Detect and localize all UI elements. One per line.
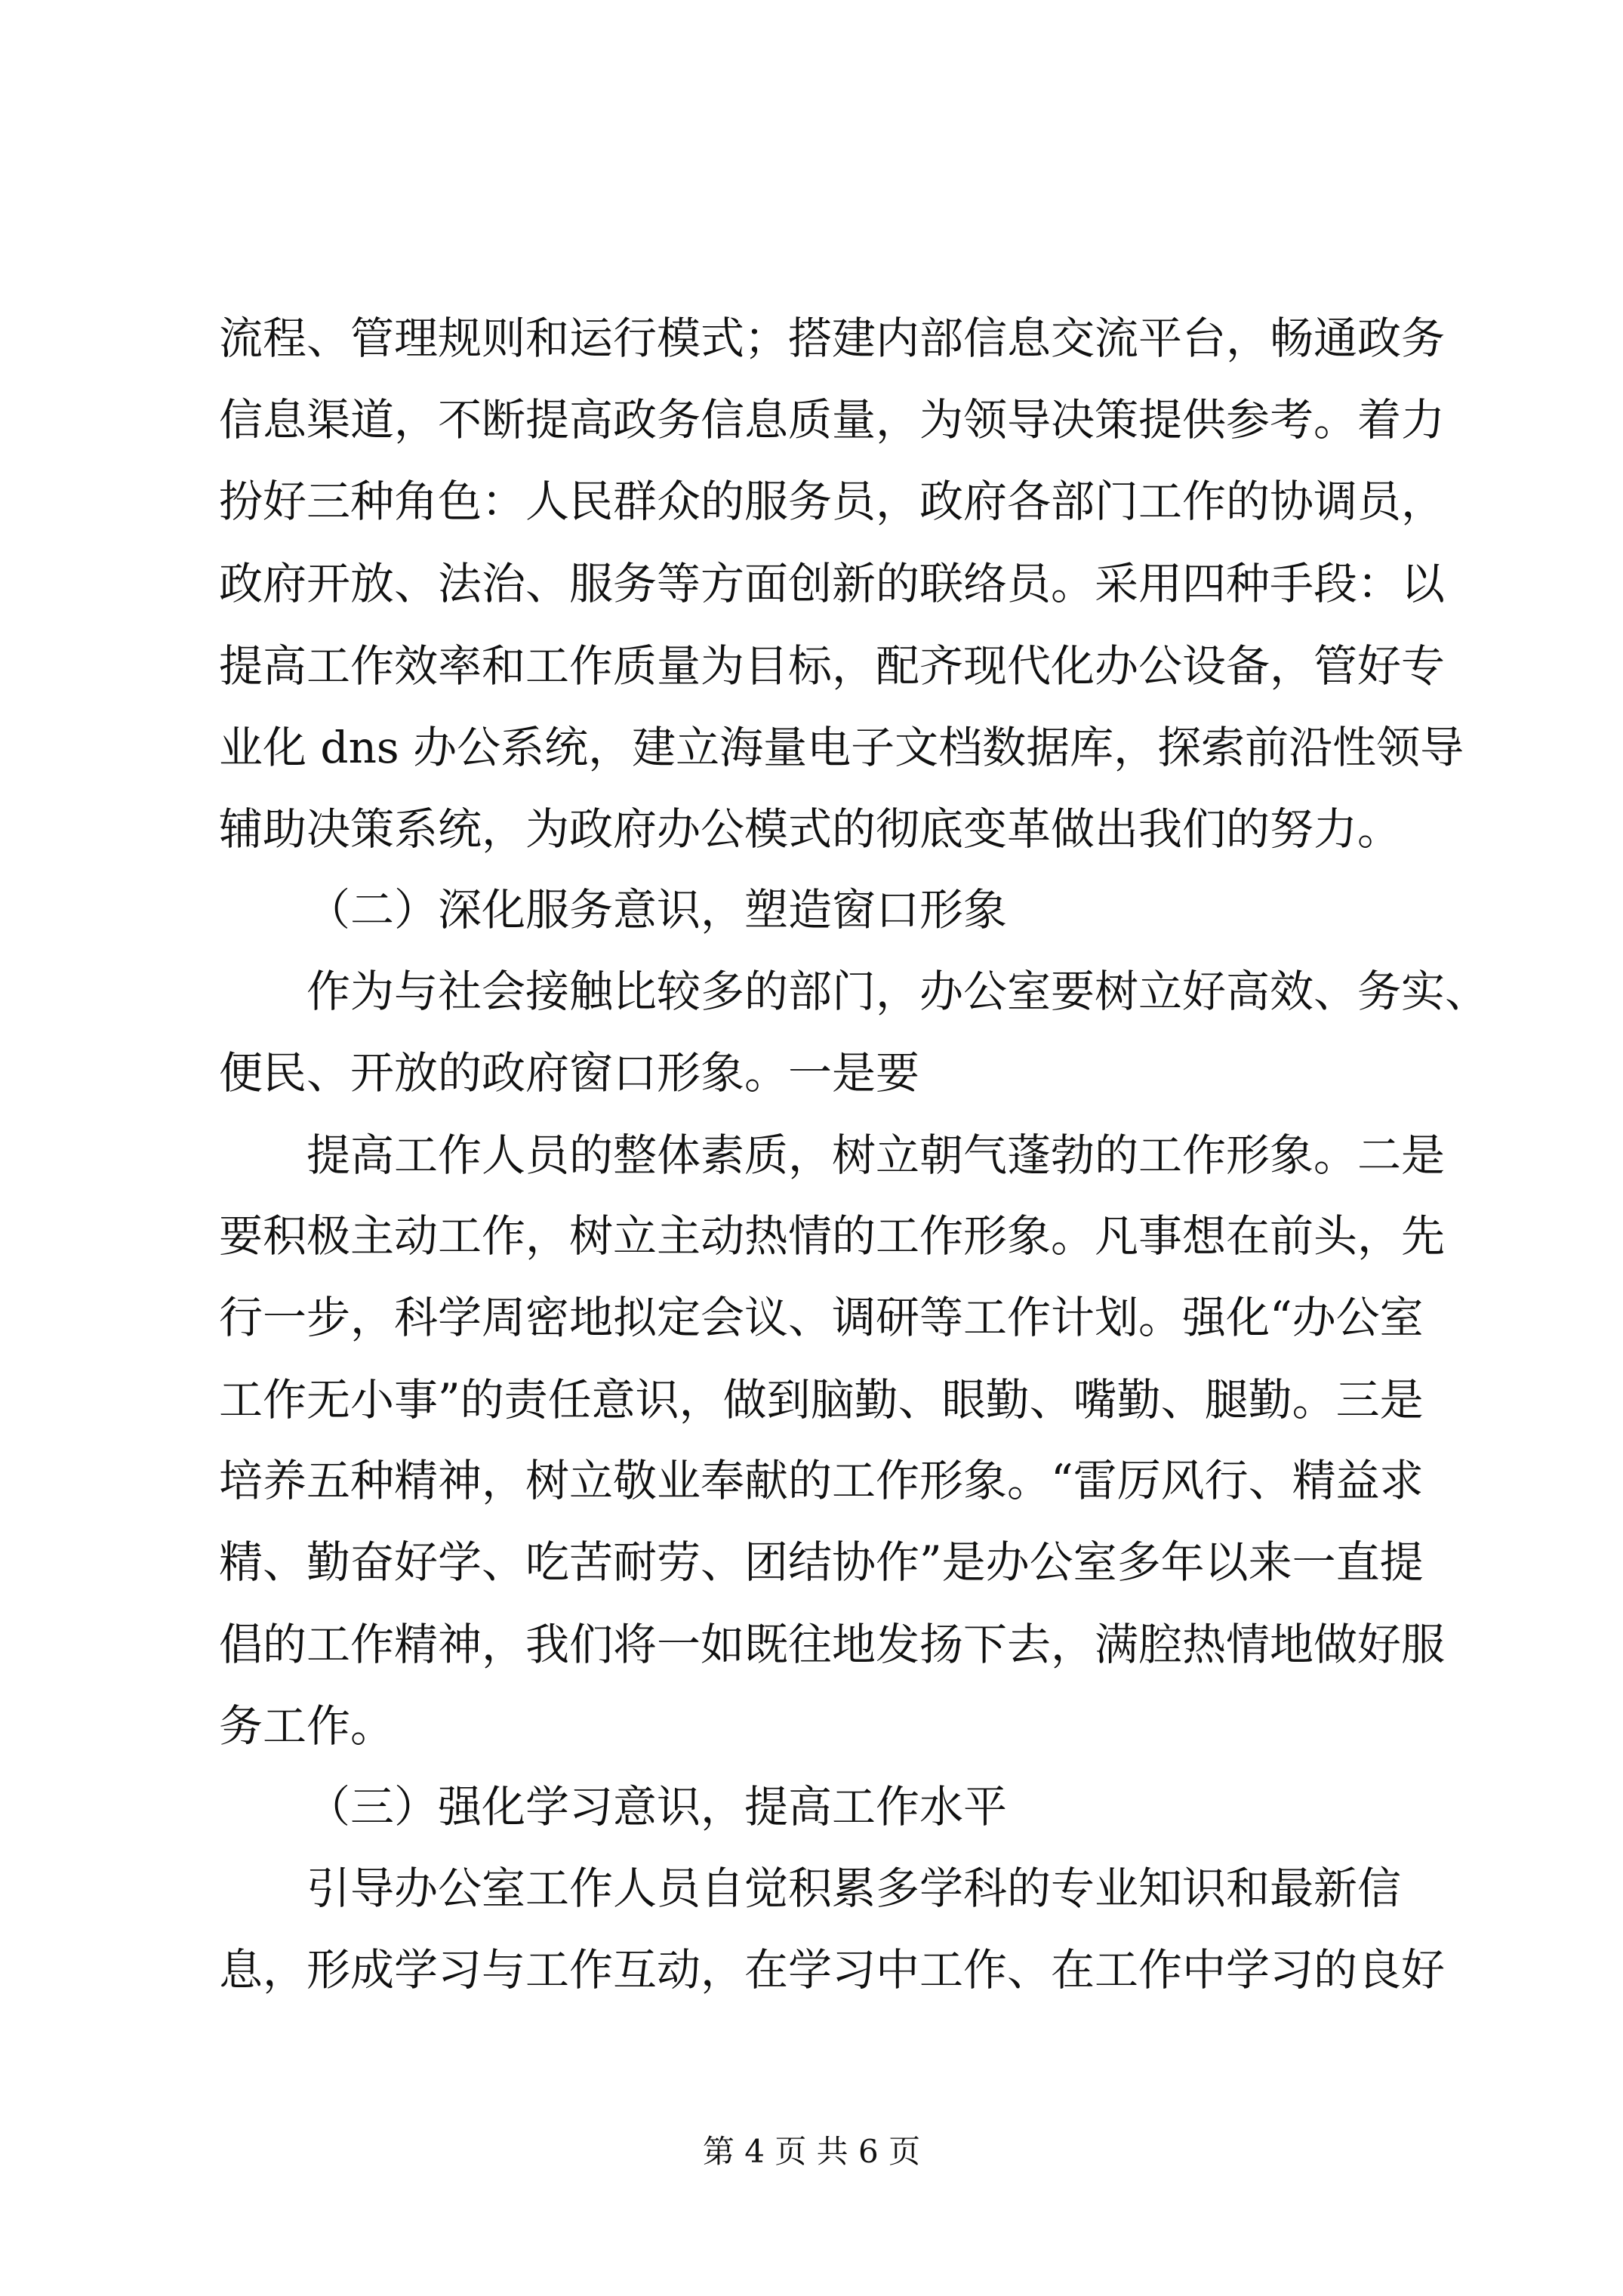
section-heading: （二）深化服务意识，塑造窗口形象 [306, 884, 1008, 935]
text-line: 息，形成学习与工作互动，在学习中工作、在工作中学习的良好 [219, 1944, 1446, 1996]
text-line: 便民、开放的政府窗口形象。一是要 [219, 1047, 920, 1099]
section-heading: （三）强化学习意识，提高工作水平 [306, 1781, 1008, 1832]
text-line: 行一步，科学周密地拟定会议、调研等工作计划。强化“办公室 [219, 1292, 1424, 1343]
text-line: 作为与社会接触比较多的部门，办公室要树立好高效、务实、 [306, 966, 1489, 1017]
text-line: 引导办公室工作人员自觉积累多学科的专业知识和最新信 [306, 1863, 1402, 1914]
text-line: 精、勤奋好学、吃苦耐劳、团结协作”是办公室多年以来一直提 [219, 1536, 1424, 1588]
text-line: 要积极主动工作，树立主动热情的工作形象。凡事想在前头，先 [219, 1210, 1446, 1262]
text-line: 培养五种精神，树立敬业奉献的工作形象。“雷厉风行、精益求 [219, 1455, 1424, 1506]
text-line: 倡的工作精神，我们将一如既往地发扬下去，满腔热情地做好服 [219, 1619, 1446, 1670]
text-line: 流程、管理规则和运行模式；搭建内部信息交流平台，畅通政务 [219, 313, 1446, 364]
text-line: 提高工作人员的整体素质，树立朝气蓬勃的工作形象。二是 [306, 1130, 1446, 1181]
text-line: 务工作。 [219, 1700, 395, 1752]
text-line: 提高工作效率和工作质量为目标，配齐现代化办公设备，管好专 [219, 640, 1446, 692]
text-line: 政府开放、法治、服务等方面创新的联络员。采用四种手段：以 [219, 558, 1446, 609]
text-line: 扮好三种角色：人民群众的服务员，政府各部门工作的协调员， [219, 476, 1446, 527]
text-line: 工作无小事”的责任意识，做到脑勤、眼勤、嘴勤、腿勤。三是 [219, 1374, 1424, 1425]
text-line: 信息渠道，不断提高政务信息质量，为领导决策提供参考。着力 [219, 394, 1446, 445]
text-line: 辅助决策系统，为政府办公模式的彻底变革做出我们的努力。 [219, 803, 1402, 855]
page-number-footer: 第 4 页 共 6 页 [702, 2133, 921, 2170]
text-line: 业化 dns 办公系统，建立海量电子文档数据库，探索前沿性领导 [219, 722, 1464, 773]
